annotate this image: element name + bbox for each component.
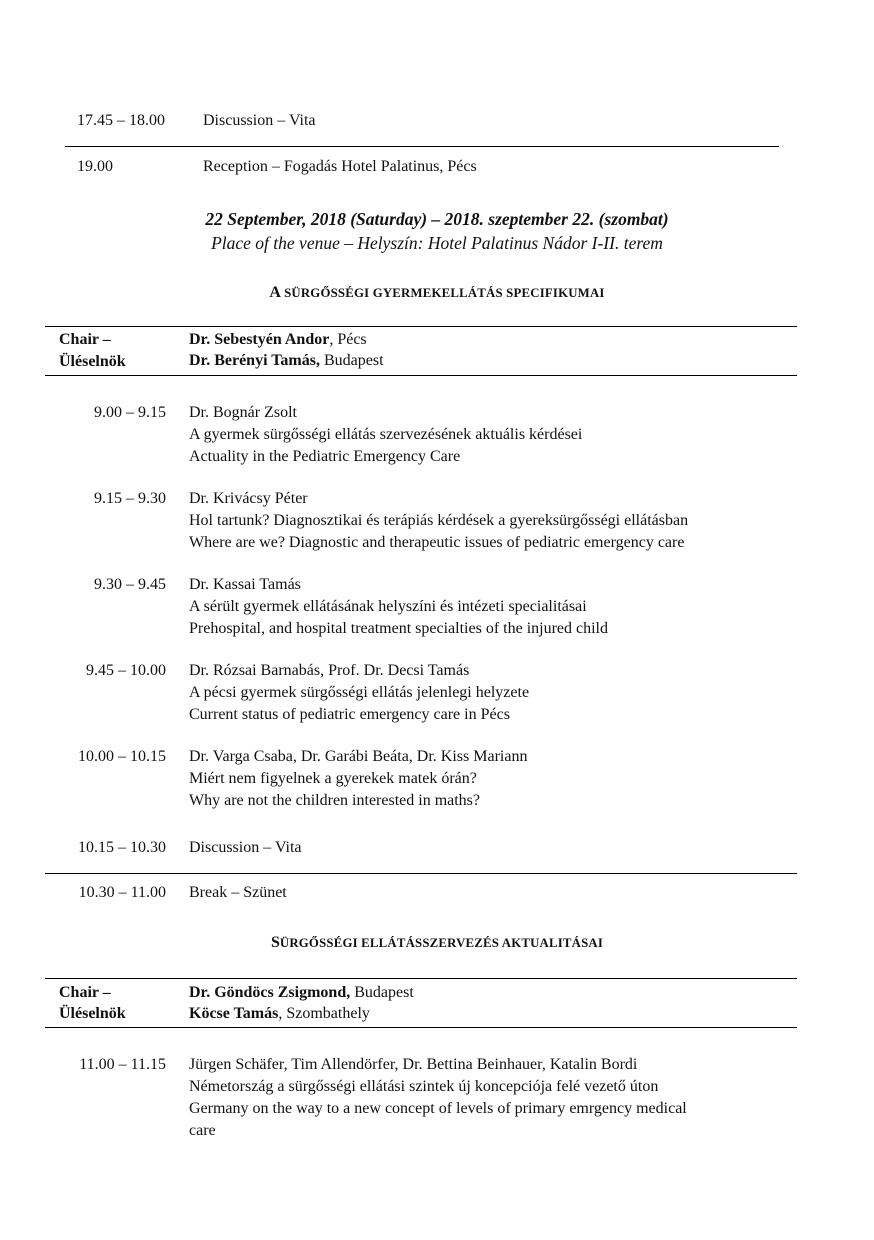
time-slot: 9.00 – 9.15: [94, 404, 166, 421]
chair-city: Budapest: [350, 984, 414, 1001]
talk-authors: Dr. Bognár Zsolt: [189, 404, 297, 421]
talk-title-en-cont: care: [189, 1122, 216, 1139]
divider: [45, 326, 797, 327]
talk-authors: Dr. Rózsai Barnabás, Prof. Dr. Decsi Tamás: [189, 662, 470, 679]
talk-title-hu: Németország a sürgősségi ellátási szintek új koncepciója felé vezető úton: [189, 1078, 659, 1095]
talk-title-en: Current status of pediatric emergency care in Pécs: [189, 706, 510, 723]
chair-name: Köcse Tamás: [189, 1005, 279, 1022]
talk-title-hu: Miért nem figyelnek a gyerekek matek órán?: [189, 770, 477, 787]
time-slot: 9.30 – 9.45: [94, 576, 166, 593]
chair-2: [189, 350, 384, 372]
talk-title-hu: A pécsi gyermek sürgősségi ellátás jelenlegi helyzete: [189, 684, 530, 701]
time-slot: 11.00 – 11.15: [79, 1056, 166, 1073]
day-date: 22 September, 2018 (Saturday) – 2018. szeptember 22. (szombat): [205, 209, 669, 229]
program-item: Reception – Fogadás Hotel Palatinus, Pécs: [203, 158, 477, 175]
time-slot: 9.45 – 10.00: [86, 662, 166, 679]
talk-title-hu: A sérült gyermek ellátásának helyszíni és intézeti specialitásai: [189, 598, 587, 615]
time-slot: 17.45 – 18.00: [77, 112, 165, 129]
talk-item: [189, 574, 608, 640]
heading-initial: S: [270, 934, 280, 951]
chair-name: Dr. Sebestyén Andor: [189, 331, 330, 348]
session-heading: [0, 932, 874, 954]
talk-title-en: Where are we? Diagnostic and therapeutic issues of pediatric emergency care: [189, 534, 685, 551]
divider: [65, 146, 779, 147]
time-slot: 10.15 – 10.30: [78, 839, 166, 856]
break-item: Break – Szünet: [189, 884, 287, 901]
talk-item: [189, 1054, 687, 1142]
chair-name: Dr. Berényi Tamás,: [189, 352, 320, 369]
chair-name: Dr. Göndöcs Zsigmond,: [189, 984, 351, 1001]
talk-authors: Dr. Kassai Tamás: [189, 576, 301, 593]
chair-label: Üléselnök: [59, 353, 126, 370]
time-slot: 10.30 – 11.00: [78, 884, 166, 901]
talk-title-en: Germany on the way to a new concept of levels of primary emrgency medical: [189, 1100, 687, 1117]
time-slot: 19.00: [77, 158, 113, 175]
talk-authors: Dr. Varga Csaba, Dr. Garábi Beáta, Dr. Kiss Mariann: [189, 748, 528, 765]
talk-item: [189, 746, 527, 812]
time-slot: 9.15 – 9.30: [94, 490, 166, 507]
session-heading: [0, 282, 874, 304]
program-item: Discussion – Vita: [203, 112, 316, 129]
chair-city: , Szombathely: [278, 1005, 370, 1022]
chair-label: Üléselnök: [59, 1005, 126, 1022]
talk-title-en: Actuality in the Pediatric Emergency Care: [189, 448, 461, 465]
talk-title-en: Prehospital, and hospital treatment specialties of the injured child: [189, 620, 608, 637]
talk-authors: Dr. Krivácsy Péter: [189, 490, 308, 507]
talk-item: [189, 402, 582, 468]
talk-authors: Jürgen Schäfer, Tim Allendörfer, Dr. Bettina Beinhauer, Katalin Bordi: [189, 1056, 638, 1073]
divider: [45, 978, 797, 979]
talk-title-hu: Hol tartunk? Diagnosztikai és terápiás kérdések a gyereksürgősségi ellátásban: [189, 512, 689, 529]
talk-item: [189, 660, 529, 726]
chair-label: Chair –: [59, 331, 111, 348]
heading-initial: A: [269, 284, 285, 301]
heading-text: SÜRGŐSSÉGI GYERMEKELLÁTÁS SPECIFIKUMAI: [284, 286, 605, 300]
chair-1: [189, 982, 414, 1004]
chair-city: , Pécs: [329, 331, 367, 348]
venue: Place of the venue – Helyszín: Hotel Palatinus Nádor I-II. terem: [211, 233, 663, 253]
talk-item: [189, 488, 688, 554]
chair-1: [189, 329, 367, 351]
talk-title-en: Why are not the children interested in maths?: [189, 792, 481, 809]
heading-text: ÜRGŐSSÉGI ELLÁTÁSSZERVEZÉS AKTUALITÁSAI: [279, 936, 604, 950]
chair-2: [189, 1003, 370, 1025]
divider: [45, 375, 797, 376]
divider: [45, 1027, 797, 1028]
chair-city: Budapest: [319, 352, 384, 369]
time-slot: 10.00 – 10.15: [78, 748, 166, 765]
discussion-item: Discussion – Vita: [189, 839, 302, 856]
talk-title-hu: A gyermek sürgősségi ellátás szervezésének aktuális kérdései: [189, 426, 583, 443]
divider: [45, 873, 797, 874]
chair-label: Chair –: [59, 984, 111, 1001]
